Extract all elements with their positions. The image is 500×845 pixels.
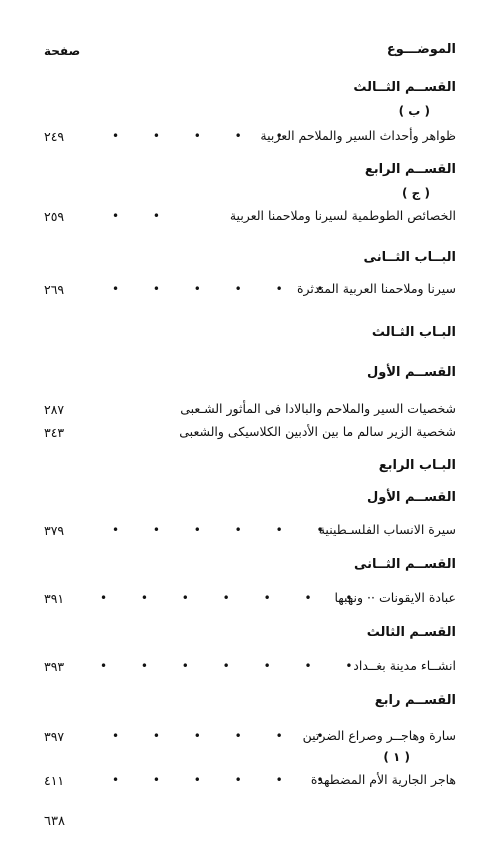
toc-entry-page: ٣٤٣: [44, 425, 65, 440]
chapter-heading: البــاب الثــانى: [363, 250, 456, 265]
section-heading: القســم الثــانى: [354, 557, 456, 572]
chapter-heading: البـاب الثـالث: [371, 325, 456, 340]
section-marker: ( ب ): [398, 104, 430, 118]
section-heading: القســم الأول: [366, 490, 456, 505]
section-heading: القســم رابع: [374, 693, 456, 708]
toc-entry-page: ٣٧٩: [44, 523, 65, 538]
section-heading: القسـم الثالث: [366, 625, 456, 640]
chapter-heading: البـاب الرابع: [378, 458, 456, 473]
dot-leader: • • • • • • •: [100, 591, 368, 605]
toc-entry-title: انشــاء مدينة بغــداد: [353, 658, 456, 673]
toc-entry-page: ٢٦٩: [44, 282, 65, 297]
toc-entry-title: ظواهر وأحداث السير والملاحم العربية: [260, 128, 456, 143]
toc-entry-title: عبادة الايقونات ·· ونهبها: [334, 590, 456, 605]
toc-entry-title: سيرة الانساب الفلسـطينية: [318, 522, 456, 537]
toc-entry-page: ٢٤٩: [44, 129, 65, 144]
dot-leader: • • • • • •: [112, 773, 339, 787]
toc-entry-title: هاجر الجارية الأم المضطهدة: [310, 772, 456, 787]
dot-leader: • • • • • •: [112, 729, 339, 743]
toc-entry-page: ٤١١: [44, 773, 65, 788]
toc-entry-title: شخصيات السير والملاحم والبالادا فى المأثور الشـعبى: [180, 401, 456, 416]
toc-entry-title: الخصائص الطوطمية لسيرنا وملاحمنا العربية: [229, 208, 456, 223]
section-heading: القســم الثــالث: [353, 80, 456, 95]
dot-leader: • • • • •: [112, 129, 298, 143]
dot-leader: • • • • • • •: [100, 659, 368, 673]
dot-leader: • •: [112, 209, 175, 223]
toc-entry-page: ٣٩٧: [44, 729, 65, 744]
toc-entry-page: ٣٩٣: [44, 659, 65, 674]
toc-entry-page: ٣٩١: [44, 591, 65, 606]
dot-leader: • • • • • •: [112, 523, 339, 537]
page-column-header: صفحة: [44, 44, 81, 58]
toc-entry-title: شخصية الزير سالم ما بين الأدبين الكلاسيكى والشعبى: [179, 424, 456, 439]
topic-column-header: الموضـــوع: [386, 42, 456, 57]
section-heading: القســم الرابع: [364, 162, 456, 177]
toc-entry-title: سيرنا وملاحمنا العربية المندثرة: [296, 281, 456, 296]
page-number: ٦٣٨: [44, 814, 65, 829]
dot-leader: • • • • • •: [112, 282, 339, 296]
toc-entry-title: سارة وهاجــر وصراع الضرتين: [302, 728, 456, 743]
section-marker: ( ١ ): [383, 750, 410, 764]
toc-entry-page: ٢٥٩: [44, 209, 65, 224]
section-marker: ( ج ): [402, 186, 430, 200]
toc-entry-page: ٢٨٧: [44, 402, 65, 417]
section-heading: القســم الأول: [366, 365, 456, 380]
